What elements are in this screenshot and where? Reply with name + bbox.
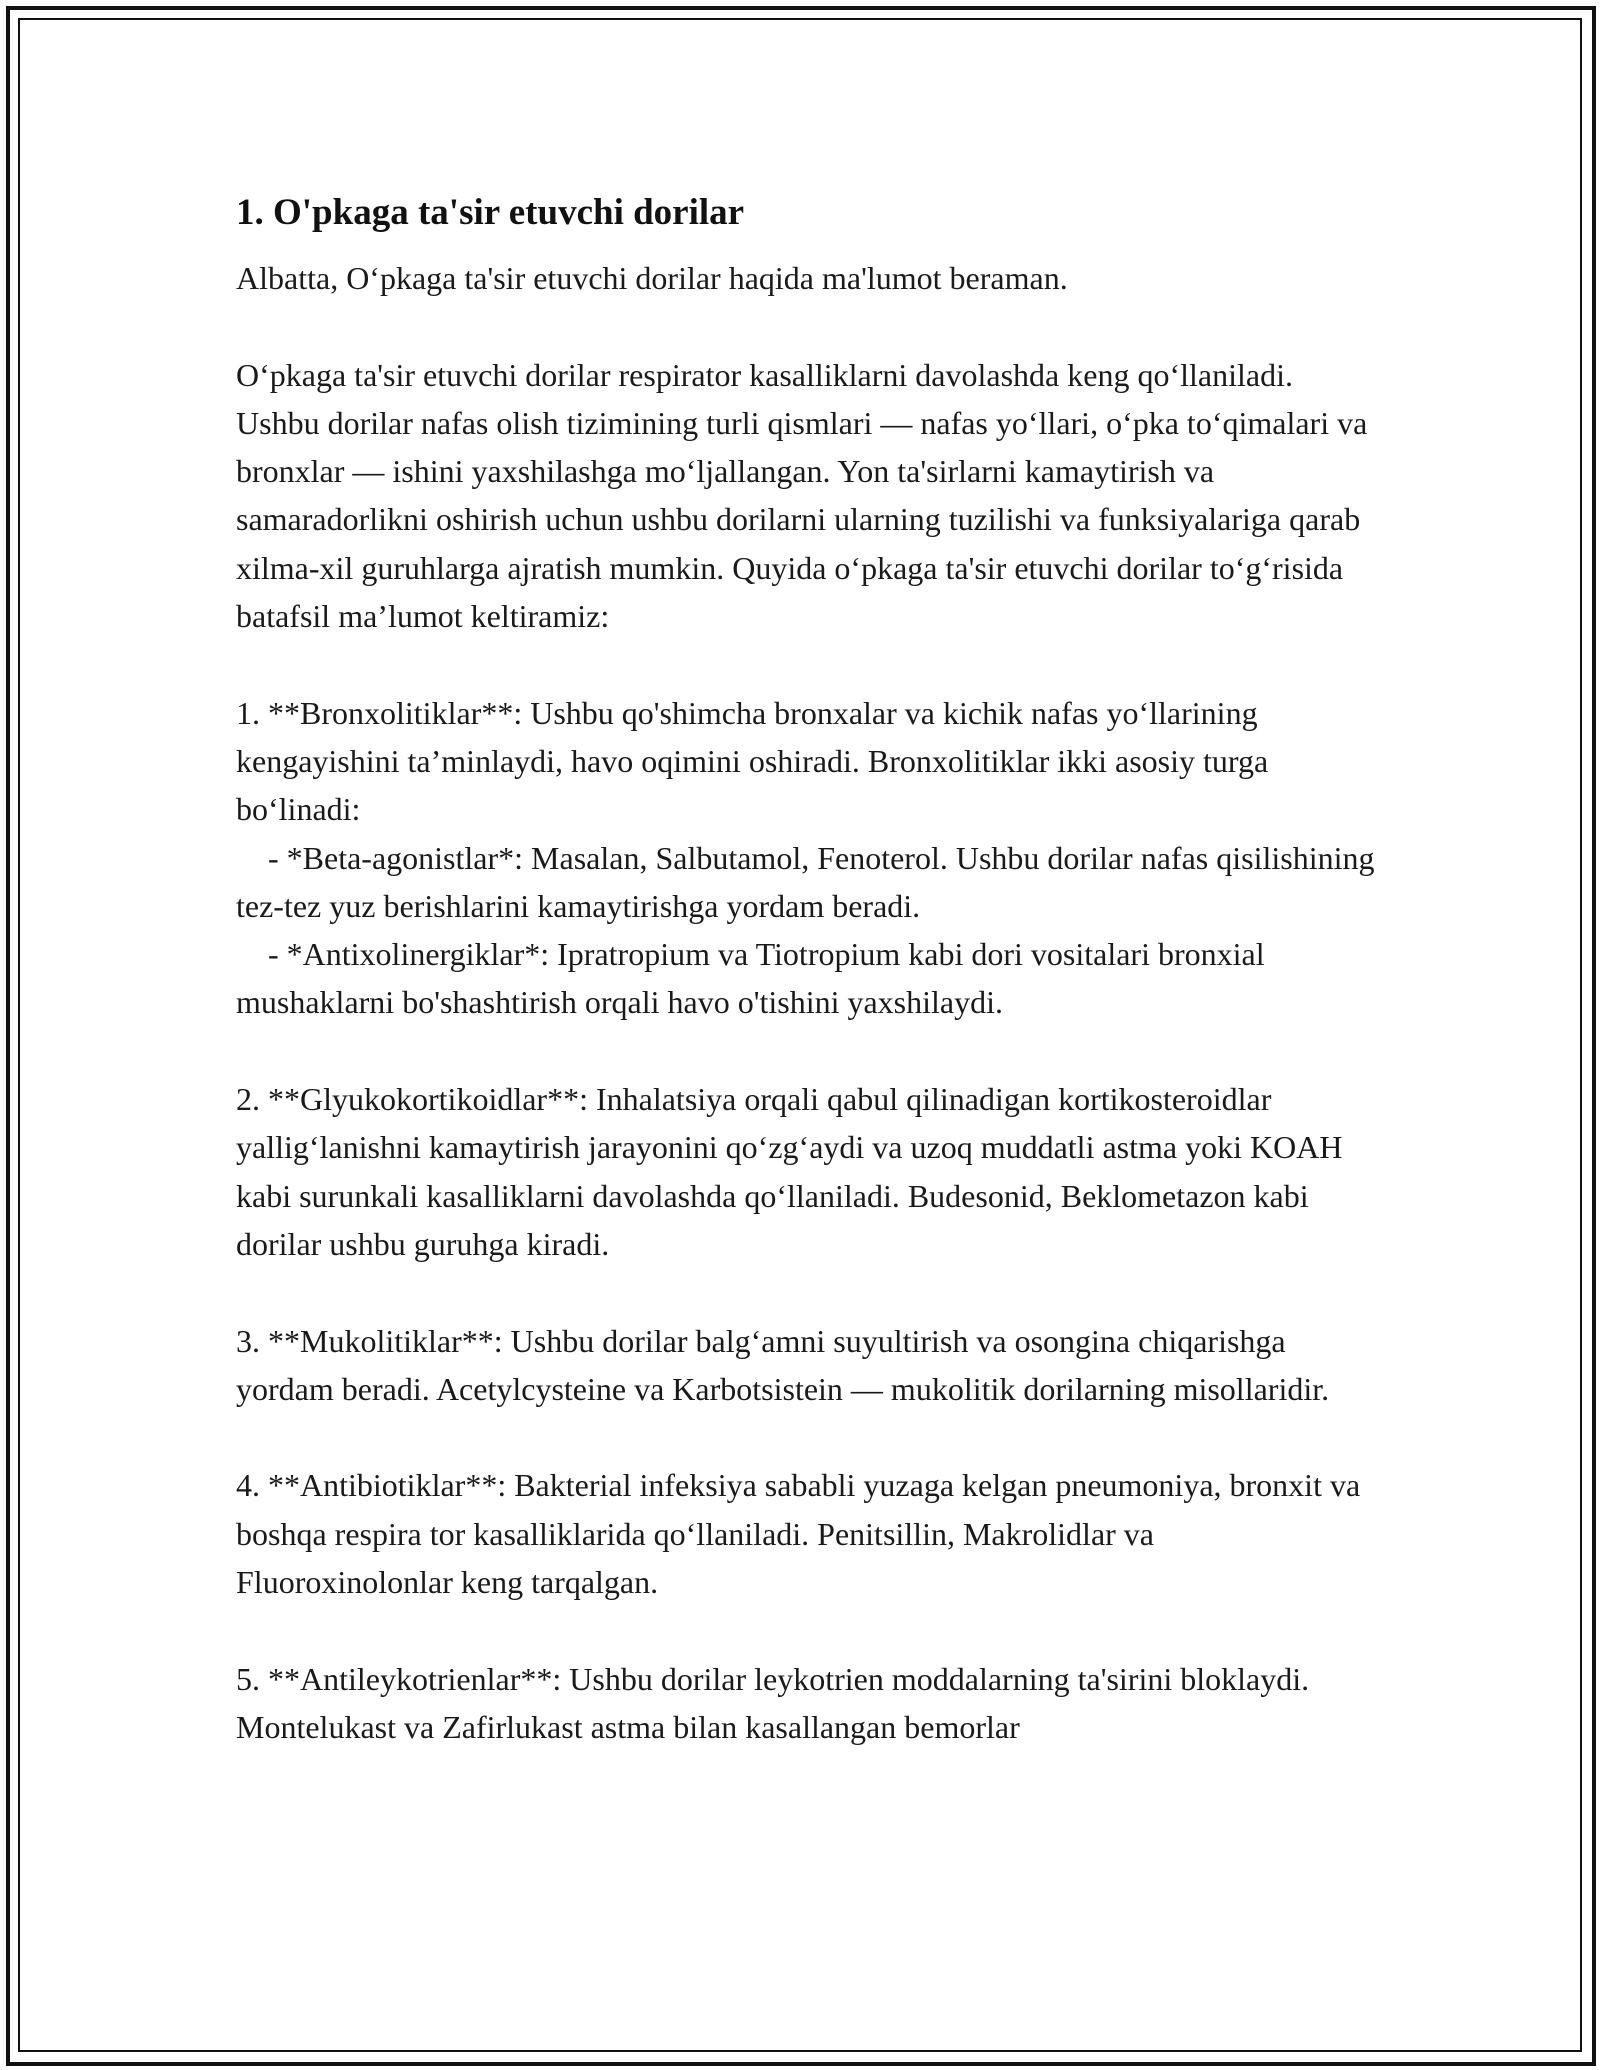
- document-body: [236, 186, 1383, 1751]
- paragraph-gap: [236, 302, 1376, 350]
- page-title: 1. O'pkaga ta'sir etuvchi dorilar: [236, 192, 745, 233]
- paragraph-gap: [236, 1027, 1376, 1075]
- paragraph-gap: [236, 640, 1376, 688]
- sub-item-antixolinergiklar: - *Antixolinergiklar*: Ipratropium va Tiotropium kabi dori vositalari bronxial mushaklarni bo'shashtirish orqali havo o'tishini yaxshilaydi.: [236, 936, 1273, 1021]
- list-item: [236, 689, 1383, 1027]
- list-item-mukolitiklar: 3. **Mukolitiklar**: Ushbu dorilar balg‘amni suyultirish va osongina chiqarishga yordam beradi. Acetylcysteine va Karbotsistein — mukolitik dorilarning misollaridir.: [236, 1322, 1330, 1407]
- list-item-glyukokortikoidlar: 2. **Glyukokortikoidlar**: Inhalatsiya orqali qabul qilinadigan kortikosteroidlar yallig‘lanishni kamaytirish jarayonini qo‘zg‘aydi va uzoq muddatli astma yoki KOAH kabi surunkali kasalliklarni davolashda qo‘llaniladi. Budesonid, Beklometazon kabi dorilar ushbu guruhga kiradi.: [236, 1081, 1351, 1262]
- list-item-bronxolitiklar: 1. **Bronxolitiklar**: Ushbu qo'shimcha bronxalar va kichik nafas yo‘llarining kengayishini ta’minlaydi, havo oqimini oshiradi. Bronxolitiklar ikki asosiy turga bo‘linadi:: [236, 694, 1277, 828]
- list-item-antibiotiklar: 4. **Antibiotiklar**: Bakterial infeksiya sababli yuzaga kelgan pneumoniya, bronxit va boshqa respira tor kasalliklarida qo‘llaniladi. Penitsillin, Makrolidlar va Fluoroxinolonlar keng tarqalgan.: [236, 1467, 1369, 1601]
- intro-paragraph: Albatta, O‘pkaga ta'sir etuvchi dorilar haqida ma'lumot beraman.: [236, 260, 1068, 296]
- sub-item-beta-agonistlar: - *Beta-agonistlar*: Masalan, Salbutamol, Fenoterol. Ushbu dorilar nafas qisilishining tez-tez yuz berishlarini kamaytirishga yordam beradi.: [236, 839, 1383, 924]
- overview-paragraph: O‘pkaga ta'sir etuvchi dorilar respirator kasalliklarni davolashda keng qo‘llaniladi. Ushbu dorilar nafas olish tizimining turli qismlari — nafas yo‘llari, o‘pka to‘qimalari va bronxlar — ishini yaxshilashga mo‘ljallangan. Yon ta'sirlarni kamaytirish va samaradorlikni oshirish uchun ushbu dorilarni ularning tuzilishi va funksiyalariga qarab xilma-xil guruhlarga ajratish mumkin. Quyida o‘pkaga ta'sir etuvchi dorilar to‘g‘risida batafsil ma’lumot keltiramiz:: [236, 356, 1376, 635]
- list-item-antileykotrienlar: 5. **Antileykotrienlar**: Ushbu dorilar leykotrien moddalarning ta'sirini bloklaydi. Montelukast va Zafirlukast astma bilan kasallangan bemorlar: [236, 1660, 1318, 1745]
- paragraph-gap: [236, 1606, 1376, 1654]
- paragraph-gap: [236, 1268, 1376, 1316]
- paragraph-gap: [236, 1413, 1376, 1461]
